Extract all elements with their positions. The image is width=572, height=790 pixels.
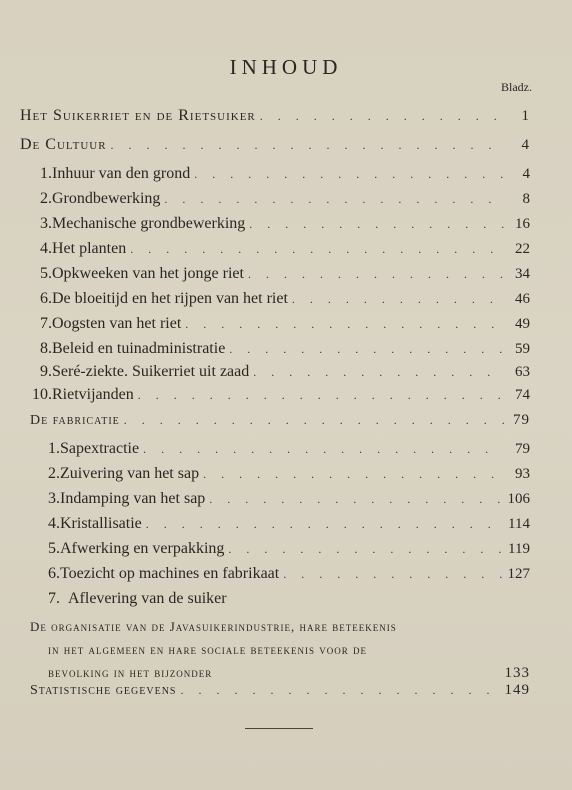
toc-entry-page: 4 — [522, 166, 530, 182]
toc-entry-page: 4 — [521, 137, 530, 153]
toc-entry-label: Oogsten van het riet — [52, 315, 182, 332]
toc-entry-page: 8 — [522, 191, 530, 207]
toc-entry-label: De bloeitijd en het rijpen van het riet — [52, 290, 288, 307]
toc-entry-page: 114 — [508, 516, 530, 532]
leader-dots — [185, 317, 504, 332]
page-column-label: Bladz. — [501, 80, 532, 94]
toc-entry-number: 9. — [40, 363, 52, 380]
toc-entry-page: 16 — [515, 216, 530, 232]
toc-entry-label: Afwerking en verpakking — [60, 540, 225, 557]
toc-entry-organisatie[interactable] — [30, 615, 530, 685]
leader-dots — [130, 242, 504, 257]
toc-entry-cultuur-5[interactable] — [40, 265, 530, 283]
toc-entry-page: 34 — [515, 266, 530, 282]
leader-dots — [228, 542, 504, 557]
leader-dots — [260, 109, 504, 124]
closing-rule — [245, 728, 313, 729]
toc-entry-page: 119 — [508, 541, 530, 557]
toc-entry-number: 6. — [48, 565, 60, 582]
toc-entry-label: Het Suikerriet en de Rietsuiker — [20, 107, 256, 124]
leader-dots — [229, 342, 504, 357]
toc-entry-number: 7. — [48, 590, 60, 607]
toc-entry-label: Kristallisatie — [60, 515, 142, 532]
leader-dots — [249, 217, 504, 232]
toc-entry-page: 49 — [515, 316, 530, 332]
toc-entry-number: 8. — [40, 340, 52, 357]
leader-dots — [253, 365, 504, 380]
toc-entry-number: 7. — [40, 315, 52, 332]
toc-entry-label: Toezicht op machines en fabrikaat — [60, 565, 280, 582]
toc-entry-label-line1: De organisatie van de Javasuikerindustrie, hare beteekenis — [30, 619, 397, 634]
toc-entry-main-2[interactable] — [20, 136, 530, 154]
page-title: INHOUD — [229, 55, 343, 79]
toc-entry-cultuur-10[interactable] — [32, 386, 530, 404]
toc-entry-label: Grondbewerking — [52, 190, 161, 207]
toc-entry-page: 63 — [515, 364, 530, 380]
toc-entry-number: 5. — [48, 540, 60, 557]
toc-entry-fabricatie-1[interactable] — [48, 440, 530, 458]
toc-entry-fabricatie-3[interactable] — [48, 490, 530, 508]
toc-entry-label: De Cultuur — [20, 136, 107, 153]
leader-dots — [164, 192, 504, 207]
toc-entry-label: Mechanische grondbewerking — [52, 215, 246, 232]
toc-entry-cultuur-4[interactable] — [40, 240, 530, 258]
toc-entry-page: 59 — [515, 341, 530, 357]
toc-entry-label: Rietvijanden — [52, 386, 134, 403]
toc-entry-cultuur-7[interactable] — [40, 315, 530, 333]
toc-entry-fabricatie-2[interactable] — [48, 465, 530, 483]
toc-entry-number: 4. — [40, 240, 52, 257]
toc-entry-label-line3: bevolking in het bijzonder — [48, 665, 213, 680]
toc-entry-label: Zuivering van het sap — [60, 465, 200, 482]
toc-entry-number: 3. — [40, 215, 52, 232]
toc-entry-label-line2: in het algemeen en hare sociale beteekenis voor de — [48, 642, 367, 657]
toc-entry-page: 106 — [507, 491, 530, 507]
toc-entry-number: 1. — [40, 165, 52, 182]
leader-dots — [124, 413, 504, 428]
toc-entry-cultuur-1[interactable] — [40, 165, 530, 183]
toc-entry-cultuur-8[interactable] — [40, 340, 530, 358]
toc-entry-statistische[interactable] — [30, 682, 530, 699]
toc-entry-page: 79 — [515, 441, 530, 457]
leader-dots — [194, 167, 504, 182]
leader-dots — [283, 567, 503, 582]
toc-entry-number: 1. — [48, 440, 60, 457]
toc-entry-page: 1 — [521, 108, 530, 124]
toc-entry-label: Inhuur van den grond — [52, 165, 191, 182]
leader-dots — [203, 467, 504, 482]
toc-entry-page: 93 — [515, 466, 530, 482]
leader-dots — [143, 442, 504, 457]
leader-dots — [111, 138, 504, 153]
toc-entry-page: 22 — [515, 241, 530, 257]
toc-entry-page: 79 — [513, 412, 530, 428]
toc-entry-label: De fabricatie — [30, 413, 120, 428]
toc-entry-cultuur-2[interactable] — [40, 190, 530, 208]
leader-dots — [138, 388, 504, 403]
toc-entry-number: 6. — [40, 290, 52, 307]
toc-entry-label: Statistische gegevens — [30, 683, 177, 698]
toc-entry-number: 2. — [48, 465, 60, 482]
leader-dots — [292, 292, 504, 307]
leader-dots — [146, 517, 504, 532]
toc-entry-page: 74 — [515, 387, 530, 403]
toc-entry-number: 5. — [40, 265, 52, 282]
toc-entry-label: Het planten — [52, 240, 127, 257]
toc-entry-page: 127 — [507, 566, 530, 582]
toc-entry-number: 10. — [32, 386, 52, 403]
toc-entry-number: 4. — [48, 515, 60, 532]
leader-dots — [248, 267, 504, 282]
toc-entry-cultuur-3[interactable] — [40, 215, 530, 233]
leader-dots — [209, 492, 503, 507]
toc-entry-label: Opkweeken van het jonge riet — [52, 265, 244, 282]
toc-entry-label: Sapextractie — [60, 440, 140, 457]
toc-entry-fabricatie-4[interactable] — [48, 515, 530, 533]
toc-entry-fabricatie-5[interactable] — [48, 540, 530, 558]
toc-entry-fabricatie[interactable] — [30, 412, 530, 429]
toc-entry-label: Indamping van het sap — [60, 490, 206, 507]
toc-entry-number: 3. — [48, 490, 60, 507]
toc-entry-fabricatie-7[interactable] — [48, 590, 530, 608]
toc-entry-number: 2. — [40, 190, 52, 207]
toc-entry-label: Aflevering van de suiker — [68, 590, 227, 607]
toc-entry-fabricatie-6[interactable] — [48, 565, 530, 583]
toc-entry-page: 133 — [504, 665, 530, 681]
toc-entry-page: 149 — [504, 682, 530, 698]
toc-entry-main-1[interactable] — [20, 107, 530, 125]
toc-entry-cultuur-6[interactable] — [40, 290, 530, 308]
leader-dots — [180, 683, 500, 698]
toc-entry-cultuur-9[interactable] — [40, 363, 530, 381]
toc-entry-label: Beleid en tuinadministratie — [52, 340, 226, 357]
toc-entry-page: 46 — [515, 291, 530, 307]
toc-entry-label: Seré-ziekte. Suikerriet uit zaad — [52, 363, 250, 380]
